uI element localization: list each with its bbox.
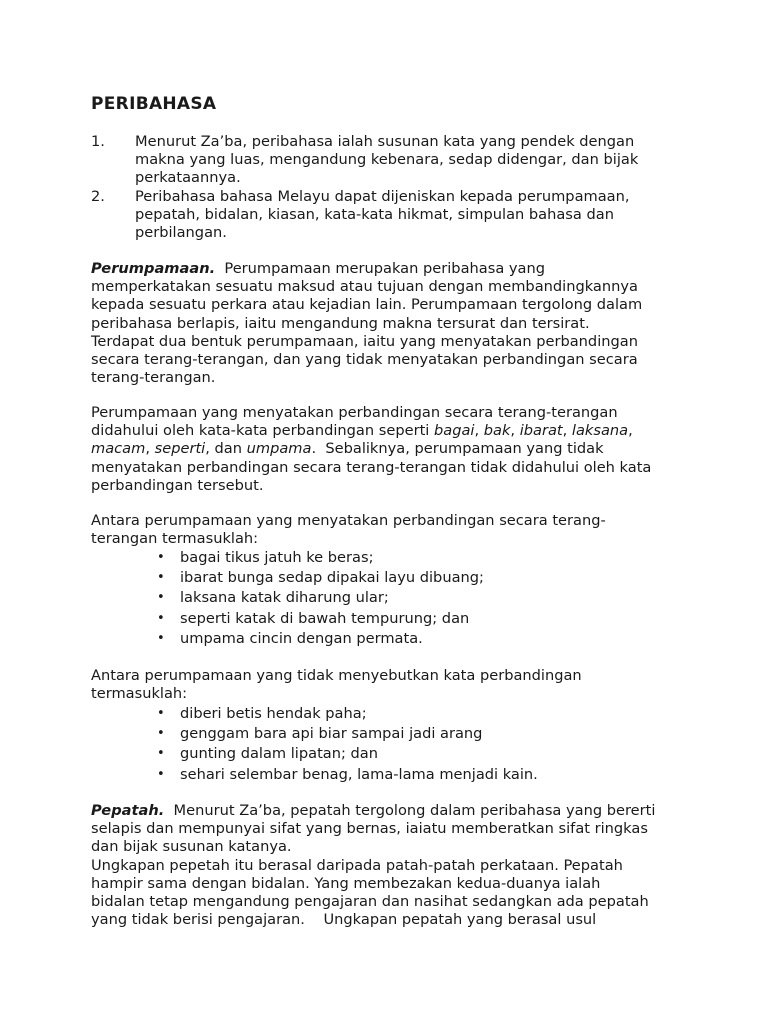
text-line: dan bijak susunan katanya. xyxy=(91,838,292,856)
bullet-icon: • xyxy=(157,590,165,606)
list-item: • seperti katak di bawah tempurung; dan xyxy=(157,609,657,629)
list-item: • gunting dalam lipatan; dan xyxy=(157,744,657,764)
list-item: • diberi betis hendak paha; xyxy=(157,704,657,724)
bullet-icon: • xyxy=(157,610,165,626)
text-line: termasuklah: xyxy=(91,685,188,703)
text-line: makna yang luas, mengandung kebenara, sedap didengar, dan bijak xyxy=(135,151,639,169)
list-item: • sehari selembar benag, lama-lama menjadi kain. xyxy=(157,765,657,785)
numbered-list xyxy=(91,133,691,242)
text-line: didahului oleh kata-kata perbandingan seperti bagai, bak, ibarat, laksana, xyxy=(91,422,633,440)
section-lead: Perumpamaan. xyxy=(91,260,216,277)
pepatah-paragraph xyxy=(91,802,671,929)
text-line: Perumpamaan yang menyatakan perbandingan secara terang-terangan xyxy=(91,404,618,421)
page-title: PERIBAHASA xyxy=(91,94,217,114)
text-line: memperkatakan sesuatu maksud atau tujuan dengan membandingkannya xyxy=(91,278,638,296)
list-item: • ibarat bunga sedap dipakai layu dibuang; xyxy=(157,568,657,588)
comparison-paragraph xyxy=(91,404,671,495)
numbered-item xyxy=(91,188,691,243)
text-line: Terdapat dua bentuk perumpamaan, iaitu yang menyatakan perbandingan xyxy=(91,332,638,350)
text-line: macam, seperti, dan umpama. Sebaliknya, perumpamaan yang tidak xyxy=(91,440,604,458)
bullet-icon: • xyxy=(157,726,165,742)
text-line: bidalan tetap mengandung pengajaran dan nasihat sedangkan ada pepatah xyxy=(91,893,649,911)
section-lead: Pepatah. xyxy=(91,802,165,819)
list-item: • bagai tikus jatuh ke beras; xyxy=(157,548,657,568)
numbered-item xyxy=(91,133,691,188)
bullet-icon: • xyxy=(157,570,165,586)
explicit-examples-intro xyxy=(91,512,671,548)
list-item: • umpama cincin dengan permata. xyxy=(157,629,657,649)
bullet-icon: • xyxy=(157,746,165,762)
list-item: • laksana katak diharung ular; xyxy=(157,588,657,608)
text-line: menyatakan perbandingan secara terang-terangan tidak didahului oleh kata xyxy=(91,458,652,476)
text-line: secara terang-terangan, dan yang tidak menyatakan perbandingan secara xyxy=(91,351,638,369)
text-line: Antara perumpamaan yang tidak menyebutkan kata perbandingan xyxy=(91,667,582,684)
text-line: pepatah, bidalan, kiasan, kata-kata hikmat, simpulan bahasa dan xyxy=(135,205,614,223)
text-line: Peribahasa bahasa Melayu dapat dijeniskan kepada perumpamaan, xyxy=(135,187,630,205)
bullet-icon: • xyxy=(157,706,165,721)
text-line: kepada sesuatu perkara atau kejadian lain. Perumpamaan tergolong dalam xyxy=(91,296,643,314)
implicit-examples-list xyxy=(157,704,657,785)
text-line: perbilangan. xyxy=(135,224,227,242)
text-line: perbandingan tersebut. xyxy=(91,476,264,494)
bullet-icon: • xyxy=(157,766,165,782)
text-line: Pepatah. Menurut Za’ba, pepatah tergolong dalam peribahasa yang bererti xyxy=(91,802,656,819)
item-number: 1. xyxy=(91,133,105,150)
bullet-icon: • xyxy=(157,630,165,646)
text-line: perkataannya. xyxy=(135,169,241,187)
list-item: • genggam bara api biar sampai jadi arang xyxy=(157,724,657,744)
text-line: yang tidak berisi pengajaran. Ungkapan pepatah yang berasal usul xyxy=(91,911,597,929)
text-line: Ungkapan pepetah itu berasal daripada patah-patah perkataan. Pepatah xyxy=(91,856,623,874)
text-line: selapis dan mempunyai sifat yang bernas, iaiatu memberatkan sifat ringkas xyxy=(91,820,648,838)
explicit-examples-list xyxy=(157,548,657,649)
text-line: Menurut Za’ba, peribahasa ialah susunan kata yang pendek dengan xyxy=(135,133,635,150)
text-line: hampir sama dengan bidalan. Yang membezakan kedua-duanya ialah xyxy=(91,874,601,892)
text-line: peribahasa berlapis, iaitu mengandung makna tersurat dan tersirat. xyxy=(91,314,590,332)
implicit-examples-intro xyxy=(91,667,671,703)
text-line: terangan termasuklah: xyxy=(91,530,259,548)
text-line: Antara perumpamaan yang menyatakan perbandingan secara terang- xyxy=(91,512,606,529)
perumpamaan-paragraph xyxy=(91,260,671,387)
item-number: 2. xyxy=(91,187,105,205)
bullet-icon: • xyxy=(157,550,165,565)
text-line: terang-terangan. xyxy=(91,369,216,387)
text-line: Perumpamaan. Perumpamaan merupakan peribahasa yang xyxy=(91,260,545,277)
